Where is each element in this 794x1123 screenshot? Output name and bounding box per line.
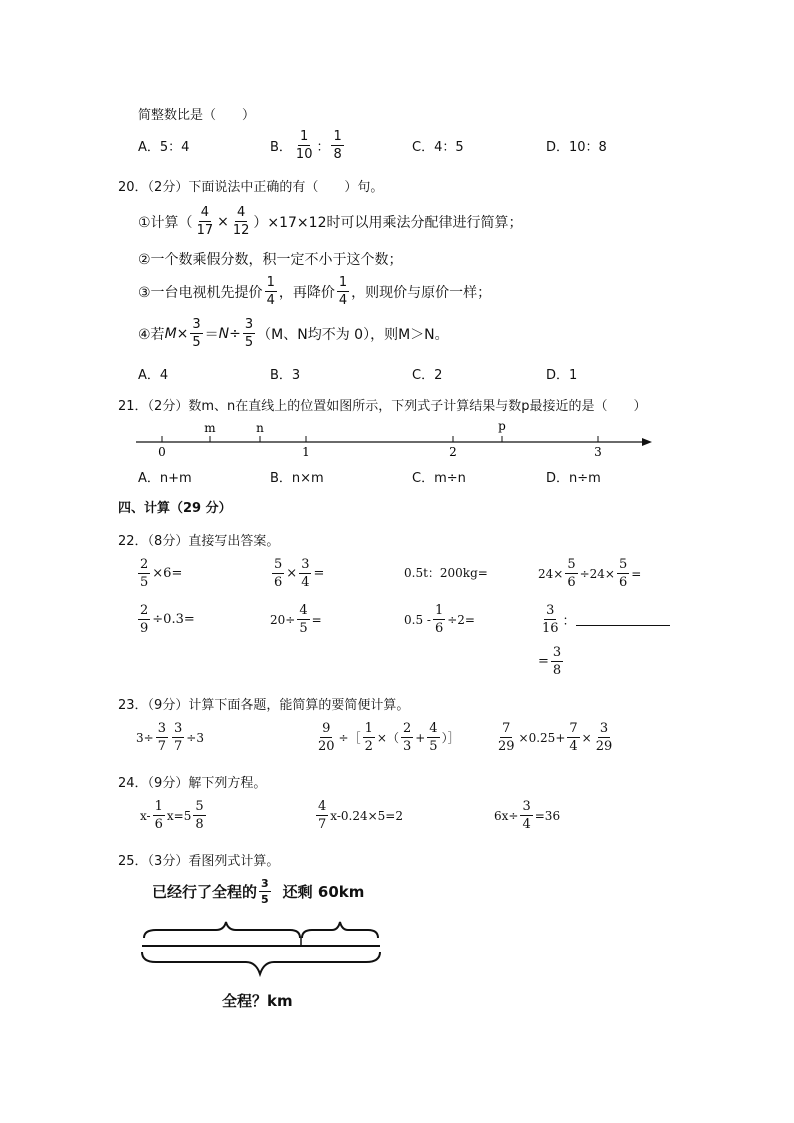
q24-heading: 24．（9分）解下列方程。	[118, 776, 267, 791]
q21-option-b: B．n×m	[270, 471, 324, 486]
q22-expr-6: 20÷ $\frac{4}{5}$ =	[270, 603, 322, 636]
q22-expr-5: $\frac{2}{9}$ ÷0.3=	[140, 603, 195, 636]
q24-equation-b: $\frac{4}{7}$ x-0.24×5=2	[318, 799, 403, 832]
q20-statement-4: ④若 M × $\frac{3}{5}$ ＝ N ÷ $\frac{3}{5}$ （M、N均不为 0），则M＞N。	[138, 317, 449, 350]
q19-option-c: C．4：5	[412, 140, 464, 155]
label-m: m	[204, 421, 216, 435]
q25-heading: 25．（3分）看图列式计算。	[118, 854, 280, 869]
answer-blank[interactable]	[576, 625, 670, 626]
diagram-label-traveled: 已经行了全程的 $\frac{3}{5}$ 还剩 60km	[152, 877, 365, 906]
q22-expr-8: $\frac{3}{16}$ ：	[542, 603, 576, 636]
fraction: $\frac{1}{8}$	[333, 129, 342, 162]
q19-continuation: 简整数比是（ ）	[138, 108, 256, 123]
q19-option-d: D．10：8	[546, 140, 607, 155]
fraction: $\frac{1}{10}$	[295, 129, 313, 162]
q20-statement-2: ②一个数乘假分数，积一定不小于这个数；	[138, 252, 403, 268]
q22-expr-3: 0.5t：200kg=	[404, 566, 488, 580]
distance-diagram	[136, 912, 386, 992]
q20-option-a: A．4	[138, 368, 169, 383]
label-p: p	[498, 419, 506, 433]
q23-expr-b: $\frac{9}{20}$ ÷［ $\frac{1}{2}$ ×（ $\frac{2}{3}$ + $\frac{4}{5}$ ）］	[318, 721, 460, 754]
q20-heading: 20．（2分）下面说法中正确的有（ ）句。	[118, 180, 384, 195]
q21-heading: 21．（2分）数m、n在直线上的位置如图所示，下列式子计算结果与数p最接近的是（ ）	[118, 399, 647, 414]
q23-heading: 23．（9分）计算下面各题，能简算的要简便计算。	[118, 698, 410, 713]
q20-option-c: C．2	[412, 368, 443, 383]
q21-option-a: A．n+m	[138, 471, 192, 486]
q20-statement-1: ①计算（ $\frac{4}{17}$ × $\frac{4}{12}$ ）×17×12时可以用乘法分配律进行简算；	[138, 205, 523, 238]
q22-expr-4: 24× $\frac{5}{6}$ ÷24× $\frac{5}{6}$ =	[538, 557, 642, 590]
q22-expr-8-result: = $\frac{3}{8}$	[538, 645, 562, 678]
q22-expr-1: $\frac{2}{5}$ ×6=	[140, 557, 183, 590]
q22-heading: 22．（8分）直接写出答案。	[118, 534, 280, 549]
q20-statement-3: ③一台电视机先提价 $\frac{1}{4}$ ，再降价 $\frac{1}{4}$ ，则现价与原价一样；	[138, 275, 492, 308]
q21-option-c: C．m÷n	[412, 471, 466, 486]
section-title: 四、计算（29 分）	[118, 501, 232, 516]
q24-equation-a: x- $\frac{1}{6}$ x=5 $\frac{5}{8}$	[140, 799, 204, 832]
q21-option-d: D．n÷m	[546, 471, 601, 486]
diagram-label-total: 全程？km	[222, 992, 293, 1010]
tick-3: 3	[594, 445, 602, 459]
q22-expr-2: $\frac{5}{6}$ × $\frac{3}{4}$ =	[274, 557, 325, 590]
number-line	[130, 414, 660, 460]
tick-2: 2	[449, 445, 457, 459]
q23-expr-a: 3÷ $\frac{3}{7}$ $\frac{3}{7}$ ÷3	[136, 721, 204, 754]
q19-option-b: B． $\frac{1}{10}$ ： $\frac{1}{8}$	[270, 129, 342, 162]
q19-option-a: A．5：4	[138, 140, 190, 155]
q24-equation-c: 6x÷ $\frac{3}{4}$ =36	[494, 799, 561, 832]
q22-expr-7: 0.5 - $\frac{1}{6}$ ÷2=	[404, 603, 475, 636]
q23-expr-c: $\frac{7}{29}$ ×0.25+ $\frac{7}{4}$ × $\frac{3}{29}$	[498, 721, 613, 754]
tick-0: 0	[158, 445, 166, 459]
label-n: n	[256, 421, 264, 435]
q20-option-d: D．1	[546, 368, 578, 383]
q20-option-b: B．3	[270, 368, 301, 383]
tick-1: 1	[302, 445, 310, 459]
